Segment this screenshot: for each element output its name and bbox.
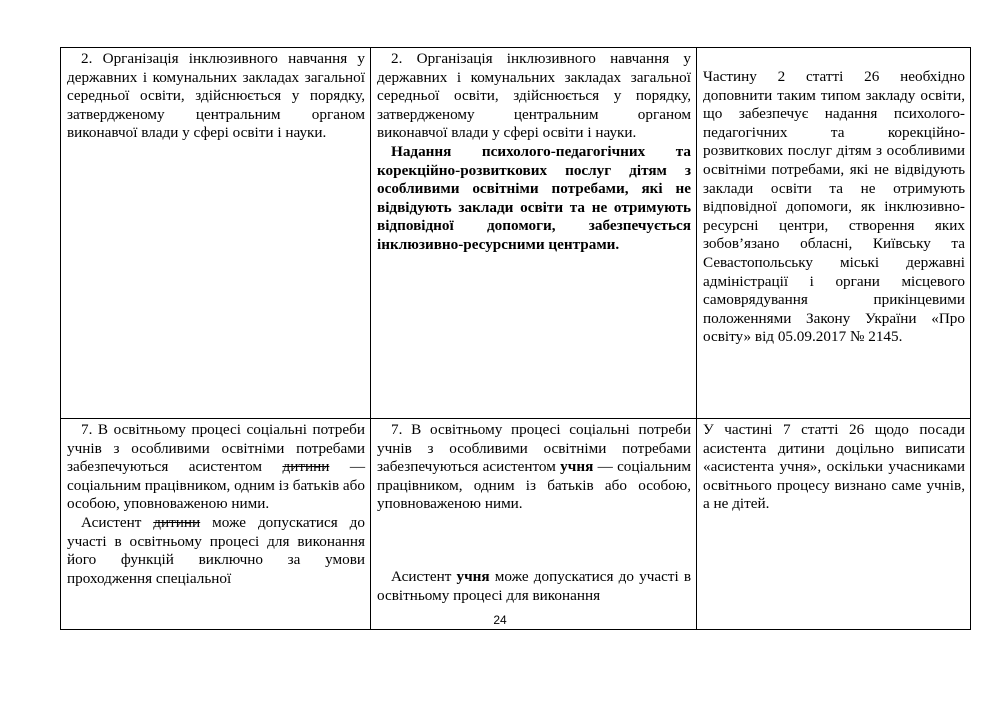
bold-word: учня (560, 458, 594, 476)
page-number: 24 (493, 613, 507, 627)
paragraph: У частині 7 статті 26 щодо посади асистента дитини доцільно виписати «асистента учня», оскільки учасниками освітнього процесу визнано саме учнів, а не дітей. (703, 421, 965, 513)
paragraph (377, 421, 691, 514)
bold-word: учня (456, 567, 490, 585)
struck-word: дитини (153, 513, 201, 531)
text-span: — соціальним працівником, одним із батьків або особою, уповноваженою ними. (67, 458, 365, 513)
spacer (377, 514, 691, 568)
paragraph: 2. Організація інклюзивного навчання у державних і комунальних закладах загальної середньої освіти, здійснюється у порядку, затвердженому центральним органом виконавчої влади у сфері освіти і науки. (377, 50, 691, 142)
proposed-law-cell (371, 419, 697, 630)
table-row (61, 48, 971, 419)
current-law-cell (61, 419, 371, 630)
text-span: 7. В освітньому процесі соціальні потреби учнів з особливими освітніми потребами забезпечуються асистентом (377, 421, 691, 476)
paragraph (377, 568, 691, 605)
justification-cell (697, 48, 971, 419)
bold-paragraph: Надання психолого-педагогічних та корекційно-розвиткових послуг дітям з особливими освітніми потребами, які не відвідують заклади освіти та не отримують відповідної допомоги, забезпечується інклюзивно-ресурсними центрами. (377, 142, 691, 253)
text-span: Асистент (391, 567, 457, 585)
text-span: може допускатися до участі в освітньому процесі для виконання (377, 567, 691, 604)
text-span: — соціальним працівником, одним із батьків або особою, уповноваженою ними. (377, 458, 691, 513)
text-span: може допускатися до участі в освітньому процесі для виконання його функцій виключно за умови проходження спеціальної (67, 513, 365, 587)
paragraph: Частину 2 статті 26 необхідно доповнити таким типом закладу освіти, що забезпечує надання психолого-педагогічних та корекційно-розвиткових послуг дітям з особливими освітніми потребами, які не відвідують заклади освіти та не отримують відповідної допомоги, як інклюзивно-ресурсні центри, створення яких зобов’язано обласні, Київську та Севастопольську міські державні адміністрації і органи місцевого самоврядування прикінцевими положеннями Закону України «Про освіту» від 05.09.2017 № 2145. (703, 68, 965, 346)
text-span: 7. В освітньому процесі соціальні потреби учнів з особливими освітніми потребами забезпечуються асистентом (67, 421, 365, 476)
paragraph (67, 421, 365, 514)
paragraph: 2. Організація інклюзивного навчання у державних і комунальних закладах загальної середньої освіти, здійснюється у порядку, затвердженому центральним органом виконавчої влади у сфері освіти і науки. (67, 50, 365, 142)
current-law-cell (61, 48, 371, 419)
table-row (61, 419, 971, 630)
proposed-law-cell (371, 48, 697, 419)
text-span: Асистент (81, 513, 154, 531)
justification-cell (697, 419, 971, 630)
paragraph (67, 514, 365, 588)
comparison-table (60, 47, 971, 630)
struck-word: дитини (282, 458, 330, 476)
